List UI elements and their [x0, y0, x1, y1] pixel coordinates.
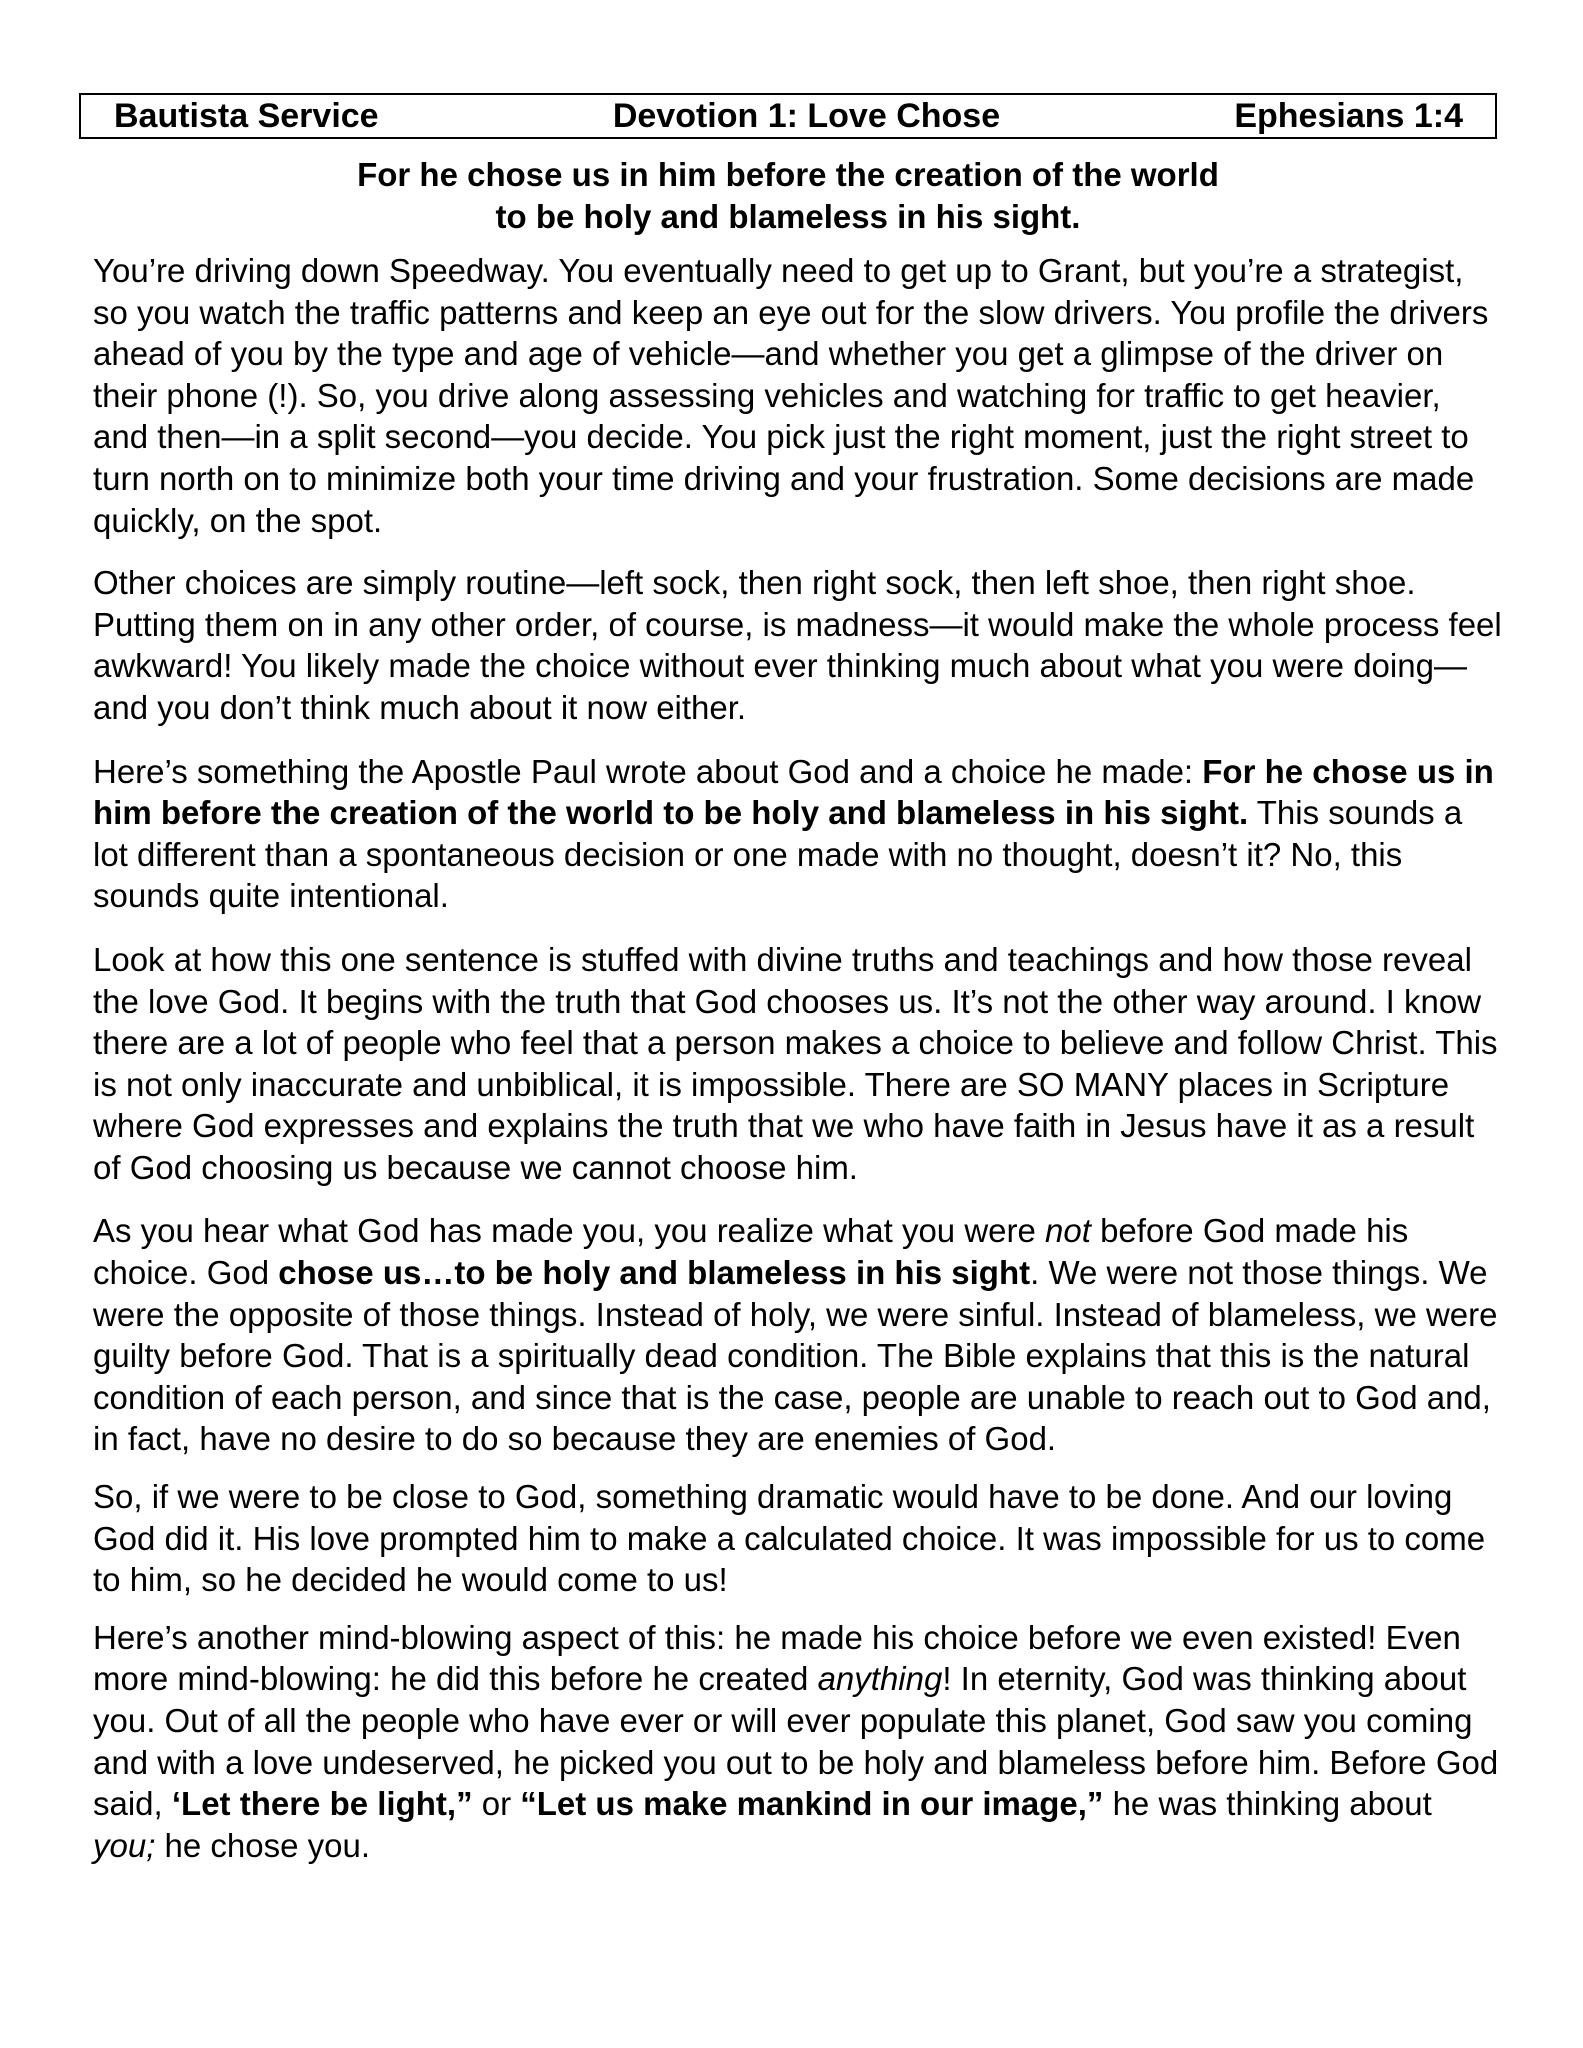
paragraph-7-emphasis-you: you; — [93, 1826, 156, 1864]
paragraph-7 — [93, 1617, 1503, 1867]
header-box — [79, 93, 1497, 139]
paragraph-5-verse-quote: chose us…to be holy and blameless in his sight — [278, 1254, 1031, 1292]
paragraph-3-text-c: This sounds a lot different than a spontaneous decision or one made with no thought, doesn’t it? No, this sounds quite intentional. — [93, 794, 1463, 915]
key-verse-line-2: to be holy and blameless in his sight. — [495, 198, 1081, 235]
paragraph-7-emphasis-anything: anything — [817, 1660, 943, 1698]
paragraph-5-emphasis-not: not — [1045, 1212, 1091, 1250]
paragraph-5-text-e: . We were not those things. We were the opposite of those things. Instead of holy, we were sinful. Instead of blameless, we were guilty before God. That is a spiritually dead condition. The Bible explains that this is the natural condition of each person, and since that is the case, people are unable to reach out to God and, in fact, have no desire to do so because they are enemies of God. — [93, 1254, 1498, 1458]
paragraph-7-quote-light: ‘Let there be light,” — [171, 1785, 473, 1823]
paragraph-3 — [93, 751, 1503, 917]
key-verse-line-1: For he chose us in him before the creation of the world — [357, 156, 1219, 193]
paragraph-7-text-e: or — [472, 1785, 521, 1823]
paragraph-5-text-c: before God made his choice. God — [93, 1212, 1409, 1292]
paragraph-5 — [93, 1210, 1503, 1460]
paragraph-3-text-a: Here’s something the Apostle Paul wrote about God and a choice he made: — [93, 752, 1203, 790]
paragraph-4: Look at how this one sentence is stuffed with divine truths and teachings and how those reveal the love God. It begins with the truth that God chooses us. It’s not the other way around. I know there are a lot of people who feel that a person makes a choice to believe and follow Christ. This is not only inaccurate and unbiblical, it is impossible. There are SO MANY places in Scripture where God expresses and explains the truth that we who have faith in Jesus have it as a result of God choosing us because we cannot choose him. — [93, 940, 1498, 1186]
paragraph-7-quote-mankind: “Let us make mankind in our image,” — [520, 1785, 1104, 1823]
header-scripture-reference: Ephesians 1:4 — [1234, 97, 1463, 135]
paragraph-7-text-i: he chose you. — [155, 1826, 371, 1864]
paragraph-6: So, if we were to be close to God, something dramatic would have to be done. And our loving God did it. His love prompted him to make a calculated choice. It was impossible for us to come to him, so he decided he would come to us! — [93, 1478, 1486, 1599]
paragraph-7-text-g: he was thinking about — [1103, 1785, 1432, 1823]
paragraph-3-verse-quote: For he chose us in him before the creation of the world to be holy and blameless in his sight. — [93, 752, 1494, 832]
header-service-name: Bautista Service — [114, 97, 379, 135]
devotion-body — [93, 250, 1503, 1866]
paragraph-7-text-a: Here’s another mind-blowing aspect of this: he made his choice before we even existed! Even more mind-blowing: he did this before he created — [93, 1618, 1461, 1698]
paragraph-5-text-a: As you hear what God has made you, you realize what you were — [93, 1212, 1046, 1250]
paragraph-7-text-c: ! In eternity, God was thinking about you. Out of all the people who have ever or will ever populate this planet, God saw you coming and with a love undeserved, he picked you out to be holy and blameless before him. Before God said, — [93, 1660, 1499, 1823]
paragraph-1: You’re driving down Speedway. You eventually need to get up to Grant, but you’re a strategist, so you watch the traffic patterns and keep an eye out for the slow drivers. You profile the drivers ahead of you by the type and age of vehicle—and whether you get a glimpse of the driver on their phone (!). So, you drive along assessing vehicles and watching for traffic to get heavier, and then—in a split second—you decide. You pick just the right moment, just the right street to turn north on to minimize both your time driving and your frustration. Some decisions are made quickly, on the spot. — [93, 252, 1489, 539]
paragraph-2: Other choices are simply routine—left sock, then right sock, then left shoe, then right shoe. Putting them on in any other order, of course, is madness—it would make the whole process feel awkward! You likely made the choice without ever thinking much about what you were doing—and you don’t think much about it now either. — [93, 564, 1502, 726]
key-verse — [79, 154, 1497, 238]
header-devotion-title: Devotion 1: Love Chose — [612, 97, 1001, 135]
